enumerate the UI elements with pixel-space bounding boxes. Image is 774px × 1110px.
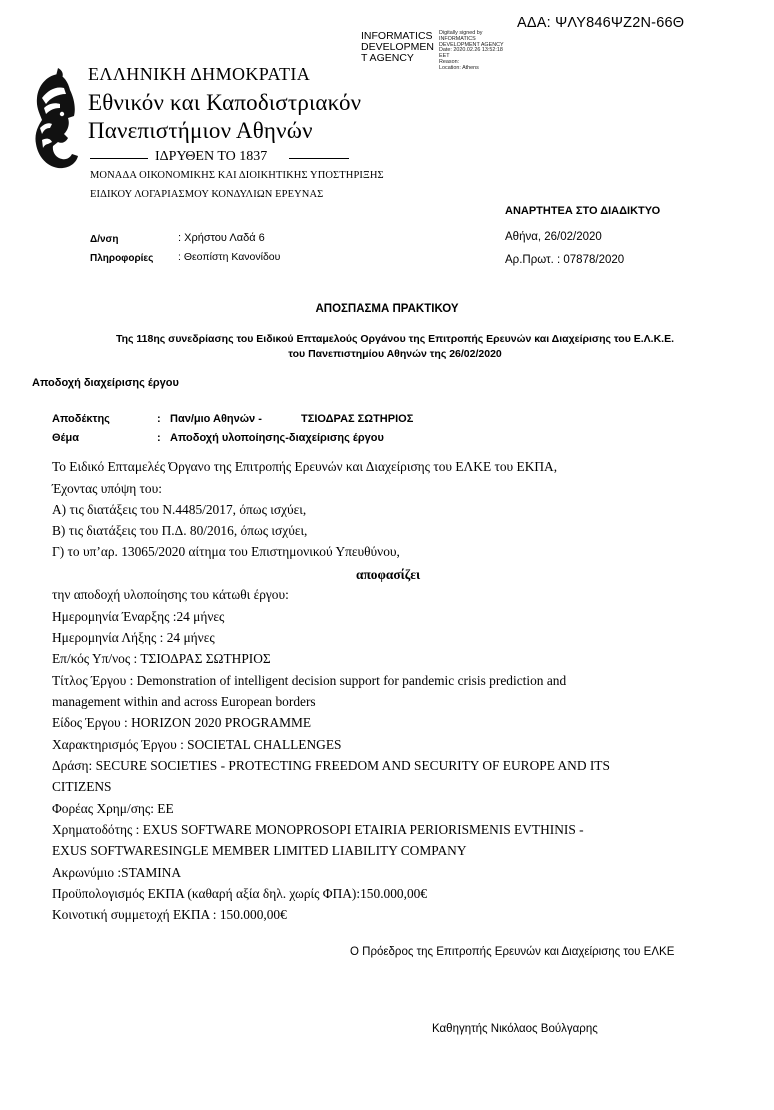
protocol-number: Αρ.Πρωτ. : 07878/2020 xyxy=(505,254,625,266)
document-date: Αθήνα, 26/02/2020 xyxy=(505,231,602,243)
signature-detail-line: INFORMATICS xyxy=(439,35,476,42)
body-action-1: Δράση: SECURE SOCIETIES - PROTECTING FREEDOM AND SECURITY OF EUROPE AND ITS xyxy=(52,758,610,773)
signature-org xyxy=(361,31,434,64)
signature-org-line: DEVELOPMEN xyxy=(361,41,434,53)
document-title: ΑΠΟΣΠΑΣΜΑ ΠΡΑΚΤΙΚΟΥ xyxy=(315,303,459,315)
signature-detail-line: Location: Athens xyxy=(439,64,479,71)
body-funder-1: Χρηματοδότης : EXUS SOFTWARE MONOPROSOPI ETAIRIA PERIORISMENIS EVTHINIS - xyxy=(52,822,584,837)
athena-logo-icon xyxy=(28,68,84,172)
topic-value: Αποδοχή υλοποίησης-διαχείρισης έργου xyxy=(170,432,384,444)
president-signature-title: Ο Πρόεδρος της Επιτροπής Ερευνών και Διαχείρισης του ΕΛΚΕ xyxy=(350,946,675,958)
body-item-a: Α) τις διατάξεις του Ν.4485/2017, όπως ισχύει, xyxy=(52,502,307,517)
body-start-date: Ημερομηνία Έναρξης :24 μήνες xyxy=(52,609,225,624)
body-action-2: CITIZENS xyxy=(52,779,112,794)
body-item-b: Β) τις διατάξεις του Π.Δ. 80/2016, όπως ισχύει, xyxy=(52,523,308,538)
body-funder-2: EXUS SOFTWARESINGLE MEMBER LIMITED LIABILITY COMPANY xyxy=(52,843,467,858)
university-name-line2: Πανεπιστήμιον Αθηνών xyxy=(88,118,313,143)
topic-label: Θέμα xyxy=(52,432,80,444)
body-project-title-2: management within and across European borders xyxy=(52,694,316,709)
body-characterization: Χαρακτηρισμός Έργου : SOCIETAL CHALLENGES xyxy=(52,737,342,752)
topic-colon: : xyxy=(157,432,161,444)
body-intro: Το Ειδικό Επταμελές Όργανο της Επιτροπής Ερευνών και Διαχείρισης του ΕΛΚΕ του ΕΚΠΑ, xyxy=(52,459,558,474)
signature-detail-line: EET xyxy=(439,53,450,60)
body-acceptance: την αποδοχή υλοποίησης του κάτωθι έργου: xyxy=(52,587,289,602)
signature-org-line: T AGENCY xyxy=(361,52,414,64)
signature-detail-line: DEVELOPMENT AGENCY xyxy=(439,41,504,48)
body-having: Έχοντας υπόψη του: xyxy=(52,481,162,496)
session-line1: Της 118ης συνεδρίασης του Ειδικού Επταμελούς Οργάνου της Επιτροπής Ερευνών και Διαχείρισης του Ε.Λ.Κ.Ε. xyxy=(115,333,674,345)
address-label: Δ/νση xyxy=(90,234,119,245)
body-project-title-1: Τίτλος Έργου : Demonstration of intelligent decision support for pandemic crisis prediction and xyxy=(52,673,567,688)
founded-divider-right xyxy=(289,158,349,159)
recipient-label: Αποδέκτης xyxy=(52,413,110,425)
signature-detail-line: Date: 2020.02.26 13:52:18 xyxy=(439,47,503,54)
unit-name-line2: ΕΙΔΙΚΟΥ ΛΟΓΑΡΙΑΣΜΟΥ ΚΟΝΔΥΛΙΩΝ ΕΡΕΥΝΑΣ xyxy=(90,189,324,200)
body-pi: Επ/κός Υπ/νος : ΤΣΙΟΔΡΑΣ ΣΩΤΗΡΙΟΣ xyxy=(52,651,271,666)
unit-name-line1: ΜΟΝΑΔΑ ΟΙΚΟΝΟΜΙΚΗΣ ΚΑΙ ΔΙΟΙΚΗΤΙΚΗΣ ΥΠΟΣΤΗΡΙΞΗΣ xyxy=(90,170,384,181)
signature-org-line: INFORMATICS xyxy=(361,30,433,42)
body-funding-body: Φορέας Χρημ/σης: ΕΕ xyxy=(52,801,174,816)
info-label: Πληροφορίες xyxy=(90,253,154,264)
body-end-date: Ημερομηνία Λήξης : 24 μήνες xyxy=(52,630,215,645)
subject-heading: Αποδοχή διαχείρισης έργου xyxy=(32,377,179,389)
founded-text: ΙΔΡΥΘΕΝ ΤΟ 1837 xyxy=(155,149,268,164)
signature-details xyxy=(439,31,504,72)
professor-name: Καθηγητής Νικόλαος Βούλγαρης xyxy=(432,1023,598,1035)
signature-detail-line: Digitally signed by xyxy=(439,30,483,36)
recipient-colon: : xyxy=(157,413,161,425)
body-item-c: Γ) το υπ’αρ. 13065/2020 αίτημα του Επιστημονικού Υπευθύνου, xyxy=(52,544,400,559)
recipient-name: ΤΣΙΟΔΡΑΣ ΣΩΤΗΡΙΟΣ xyxy=(301,413,414,425)
body-contribution: Κοινοτική συμμετοχή ΕΚΠΑ : 150.000,00€ xyxy=(52,907,287,922)
body-budget: Προϋπολογισμός ΕΚΠΑ (καθαρή αξία δηλ. χωρίς ΦΠΑ):150.000,00€ xyxy=(52,886,428,901)
signature-detail-line: Reason: xyxy=(439,58,460,65)
info-value: : Θεοπίστη Κανονίδου xyxy=(178,251,281,263)
body-acronym: Ακρωνύμιο :STAMINA xyxy=(52,865,182,880)
recipient-org: Παν/μιο Αθηνών - xyxy=(170,413,262,425)
founded-divider-left xyxy=(90,158,148,159)
university-name-line1: Εθνικόν και Καποδιστριακόν xyxy=(88,90,362,115)
decides-heading: αποφασίζει xyxy=(356,567,421,582)
ada-code: ΑΔΑ: ΨΛΥ846ΨΖ2Ν-66Θ xyxy=(517,15,685,31)
hellenic-republic-heading: ΕΛΛΗΝΙΚΗ ΔΗΜΟΚΡΑΤΙΑ xyxy=(88,64,311,84)
session-line2: του Πανεπιστημίου Αθηνών της 26/02/2020 xyxy=(288,348,502,360)
address-value: : Χρήστου Λαδά 6 xyxy=(178,232,265,244)
publish-online-label: ΑΝΑΡΤΗΤΕΑ ΣΤΟ ΔΙΑΔΙΚΤΥΟ xyxy=(505,205,661,217)
body-project-type: Είδος Έργου : HORIZON 2020 PROGRAMME xyxy=(52,715,312,730)
